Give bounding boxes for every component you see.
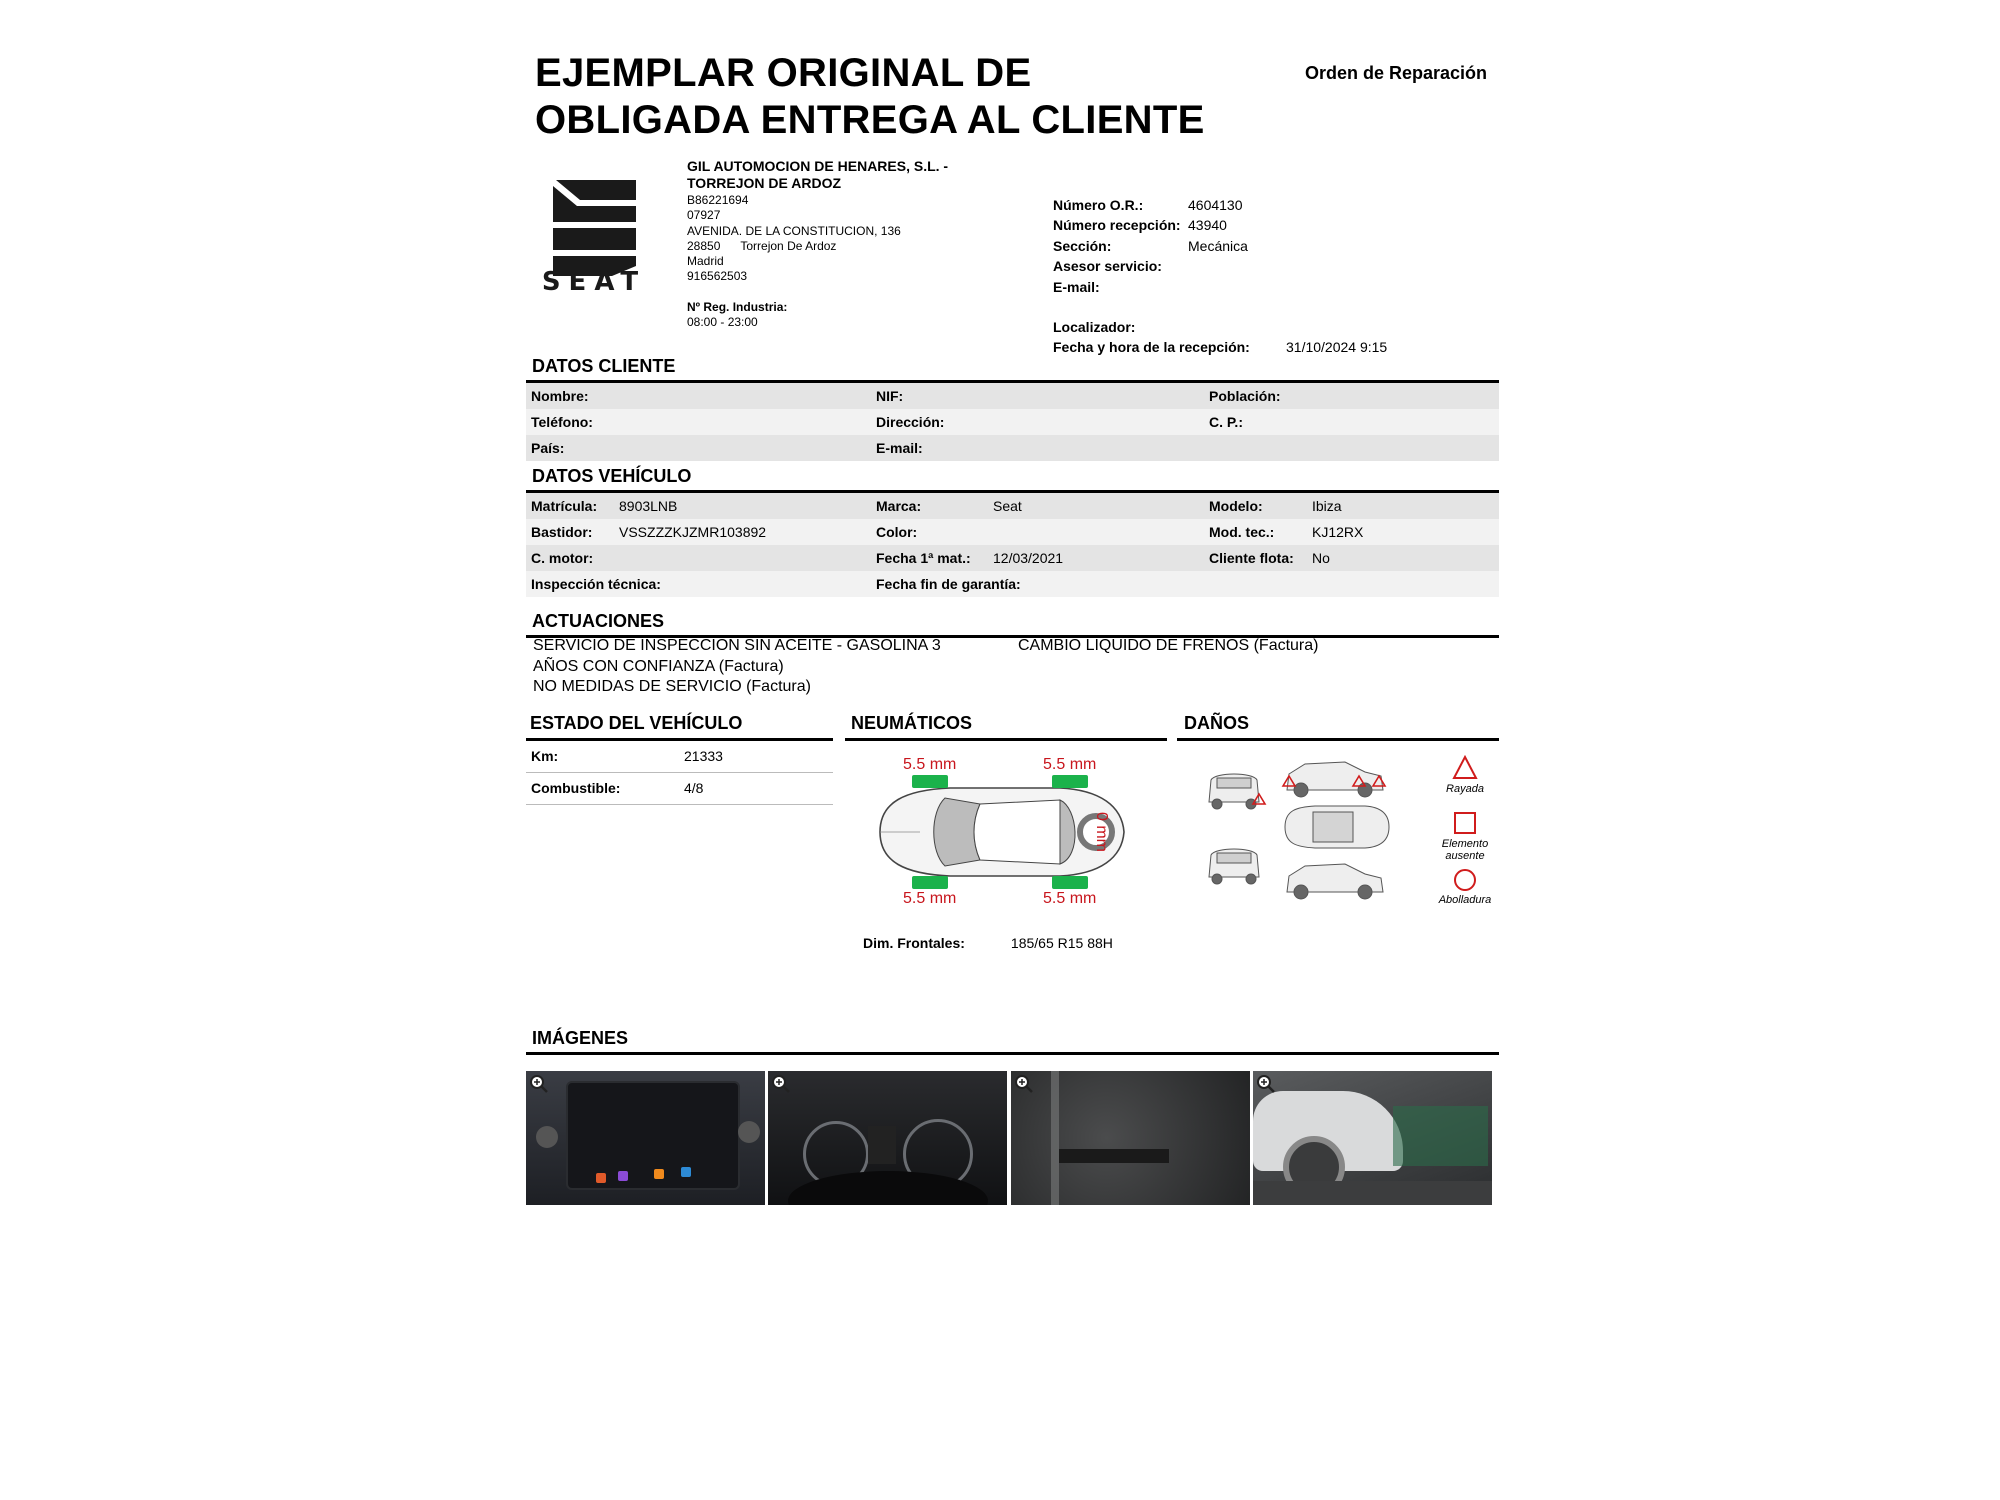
reception-number: 43940 (1188, 217, 1227, 234)
table-row: Inspección técnica: Fecha fin de garantía: (526, 571, 1499, 597)
actions-section-title: ACTUACIONES (532, 611, 665, 631)
table-row: Nombre: NIF: Población: (526, 383, 1499, 409)
photo-infotainment[interactable] (526, 1071, 765, 1205)
client-table (526, 383, 1499, 461)
list-item: SERVICIO DE INSPECCION SIN ACEITE - GASOLINA 3 (533, 637, 941, 654)
vin-value: VSSZZZKJZMR103892 (619, 524, 767, 540)
tire-front-left-indicator (912, 775, 948, 788)
tire-front-right-depth: 5.5 mm (1043, 756, 1097, 773)
modtec-value: KJ12RX (1312, 524, 1364, 540)
table-row: Combustible: 4/8 (526, 773, 833, 805)
company-cif: B86221694 (687, 193, 749, 207)
tire-rear-right-depth: 5.5 mm (1043, 890, 1097, 907)
zoom-icon[interactable] (1256, 1074, 1276, 1094)
divider (845, 738, 1167, 741)
images-section-title: IMÁGENES (532, 1028, 629, 1048)
list-item: AÑOS CON CONFIANZA (Factura) (533, 657, 784, 675)
order-info: Número O.R.: 4604130 Número recepción: 43940 Sección: Mecánica Asesor servicio: E-mail: (1053, 197, 1248, 295)
spare-tire-depth: 0 mm (1093, 812, 1110, 852)
table-row: C. motor: Fecha 1ª mat.: 12/03/2021 Cliente flota: No (526, 545, 1499, 571)
legend-missing: Elemento ausente (1441, 838, 1489, 862)
registration-date: 12/03/2021 (993, 550, 1064, 566)
zoom-icon[interactable] (771, 1074, 791, 1094)
table-row: Bastidor: VSSZZZKJZMR103892 Color: Mod. tec.: KJ12RX (526, 519, 1499, 545)
damage-section-title: DAÑOS (1184, 713, 1250, 733)
fleet-value: No (1312, 550, 1330, 566)
zoom-icon[interactable] (1014, 1074, 1034, 1094)
title-line-1: EJEMPLAR ORIGINAL DE (535, 51, 1032, 95)
company-postal-city: 28850 Torrejon De Ardoz (687, 238, 837, 253)
order-number: 4604130 (1188, 197, 1243, 213)
zoom-icon[interactable] (529, 1074, 549, 1094)
company-phone: 916562503 (687, 269, 748, 284)
table-row: País: E-mail: (526, 435, 1499, 461)
make-value: Seat (993, 498, 1022, 514)
divider (526, 1052, 1499, 1055)
brand-wordmark: SEAT (541, 267, 647, 293)
plate-value: 8903LNB (619, 498, 678, 514)
company-name: GIL AUTOMOCION DE HENARES, S.L. - TORREJON DE ARDOZ (687, 158, 949, 191)
vehicle-section-title: DATOS VEHÍCULO (532, 466, 692, 486)
legend-dent: Abolladura (1438, 894, 1492, 906)
reception-datetime: 31/10/2024 9:15 (1286, 339, 1388, 356)
scratch-legend-icon (1452, 755, 1478, 781)
document-title (535, 50, 1205, 144)
list-item: NO MEDIDAS DE SERVICIO (Factura) (533, 678, 811, 695)
list-item: CAMBIO LIQUIDO DE FRENOS (Factura) (1018, 637, 1319, 654)
tire-rear-left-depth: 5.5 mm (903, 890, 957, 907)
dent-legend-icon (1452, 867, 1478, 893)
table-row: Km: 21333 (526, 741, 833, 773)
damage-diagram (1205, 752, 1420, 912)
model-value: Ibiza (1312, 498, 1342, 514)
table-row: Matrícula: 8903LNB Marca: Seat Modelo: Ibiza (526, 493, 1499, 519)
tire-dimensions: Dim. Frontales: 185/65 R15 88H (863, 935, 1113, 951)
title-line-2: OBLIGADA ENTREGA AL CLIENTE (535, 98, 1205, 142)
legend-scratched: Rayada (1446, 783, 1484, 795)
company-province: Madrid (687, 254, 724, 269)
seat-s-emblem-icon (524, 178, 664, 293)
actions-list-right (1018, 636, 1318, 657)
missing-element-legend-icon (1453, 811, 1477, 835)
photo-car-exterior[interactable] (1253, 1071, 1492, 1205)
company-details (687, 193, 901, 285)
reception-info: Localizador: Fecha y hora de la recepción: 31/10/2024 9:15 (1053, 317, 1387, 358)
table-row: Teléfono: Dirección: C. P.: (526, 409, 1499, 435)
client-section-title: DATOS CLIENTE (532, 356, 676, 376)
document-type: Orden de Reparación (1305, 63, 1488, 83)
company-code: 07927 (687, 208, 721, 223)
tire-rear-right-indicator (1052, 876, 1088, 889)
photo-vin-plate[interactable] (1011, 1071, 1250, 1205)
km-value: 21333 (684, 748, 723, 764)
photo-dashboard[interactable] (768, 1071, 1007, 1205)
actions-list-left (533, 636, 941, 698)
tire-front-right-indicator (1052, 775, 1088, 788)
seat-logo (524, 178, 664, 293)
tire-rear-left-indicator (912, 876, 948, 889)
state-section-title: ESTADO DEL VEHÍCULO (530, 713, 743, 733)
divider (1177, 738, 1499, 741)
company-address: AVENIDA. DE LA CONSTITUCION, 136 (687, 223, 901, 238)
tires-section-title: NEUMÁTICOS (851, 713, 972, 733)
tire-front-left-depth: 5.5 mm (903, 756, 957, 773)
tire-dimension-value: 185/65 R15 88H (1010, 935, 1113, 951)
car-views-icon (1205, 752, 1420, 912)
opening-hours: 08:00 - 23:00 (687, 315, 758, 329)
fuel-value: 4/8 (684, 780, 704, 796)
vehicle-table (526, 493, 1499, 597)
section-value: Mecánica (1188, 237, 1248, 254)
company-registry: Nº Reg. Industria: 08:00 - 23:00 (687, 300, 788, 329)
